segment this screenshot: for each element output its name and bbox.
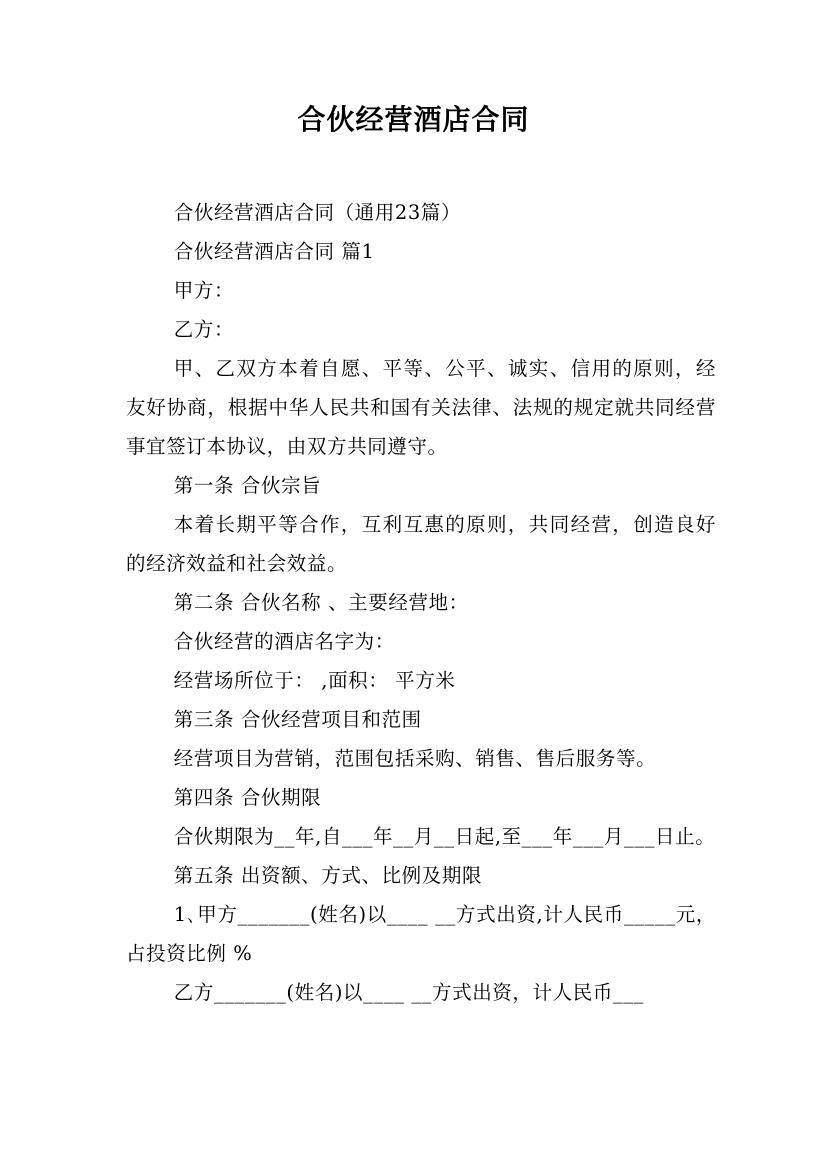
article-3-heading: 第三条 合伙经营项目和范围 bbox=[173, 708, 422, 731]
article-4-heading: 第四条 合伙期限 bbox=[173, 786, 322, 809]
article-1-heading: 第一条 合伙宗旨 bbox=[173, 474, 322, 497]
article-2-hotel-name: 合伙经营的酒店名字为： bbox=[173, 630, 395, 653]
article-2-location: 经营场所位于： ,面积： 平方米 bbox=[173, 669, 456, 692]
paragraph-section-title: 合伙经营酒店合同 篇1 bbox=[173, 240, 375, 263]
paragraph-heading: 合伙经营酒店合同（通用23篇） bbox=[173, 201, 462, 224]
document-title: 合伙经营酒店合同 bbox=[297, 103, 530, 136]
article-3-body: 经营项目为营销，范围包括采购、销售、售后服务等。 bbox=[173, 747, 657, 770]
article-4-body: 合伙期限为__年,自___年__月__日起,至___年___月___日止。 bbox=[173, 825, 716, 848]
article-5-party-b-investment: 乙方_______(姓名)以____ __方式出资，计人民币___ bbox=[173, 981, 644, 1004]
document-body bbox=[126, 193, 716, 1012]
paragraph-party-b: 乙方： bbox=[173, 318, 235, 341]
article-5-heading: 第五条 出资额、方式、比例及期限 bbox=[173, 864, 483, 887]
article-2-heading: 第二条 合伙名称 、主要经营地： bbox=[173, 591, 469, 614]
article-5-party-a-investment: 1､甲方_______(姓名)以____ __方式出资,计人民币_____元，占投资比例 % bbox=[126, 903, 716, 965]
paragraph-party-a: 甲方： bbox=[173, 279, 235, 302]
article-1-body: 本着长期平等合作，互利互惠的原则，共同经营，创造良好的经济效益和社会效益。 bbox=[126, 513, 716, 575]
paragraph-preamble: 甲、乙双方本着自愿、平等、公平、诚实、信用的原则，经友好协商，根据中华人民共和国有关法律、法规的规定就共同经营事宜签订本协议，由双方共同遵守。 bbox=[126, 357, 716, 458]
